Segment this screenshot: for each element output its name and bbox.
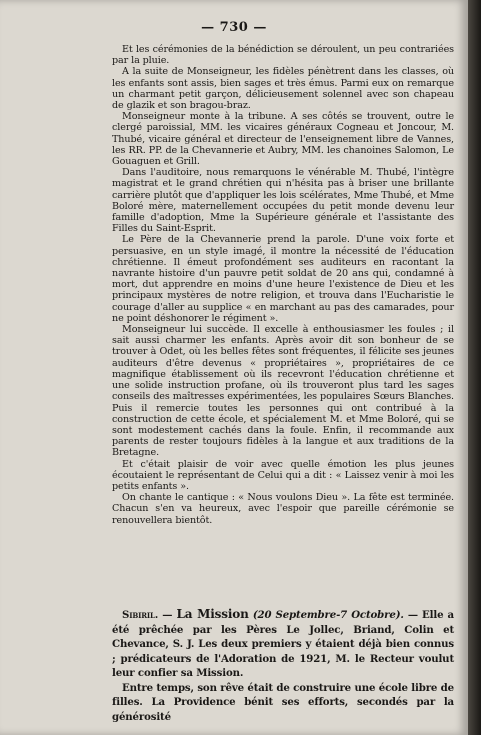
paragraph: Et les cérémonies de la bénédiction se déroulent, un peu contrariées par la pluie.: [112, 44, 454, 67]
paragraph: Et c'était plaisir de voir avec quelle émotion les plus jeunes écoutaient le représentant de Celui qui a dit : « Laissez venir à moi les petits enfants ».: [112, 458, 454, 492]
paragraph: Monseigneur lui succède. Il excelle à enthousiasmer les foules ; il sait aussi charmer les enfants. Après avoir dit son bonheur de se trouver à Odet, où les belles fêtes sont fréquentes, il félicite ses jeunes auditeurs d'être devenus « propriétaires », propriétaires de ce magnifique établissement où ils recevront l'éducation chrétienne et une solide instruction profane, où ils trouveront plus tard les sages conseils des maîtresses expérimentées, les populaires Sœurs Blanches. Puis il remercie toutes les personnes qui ont contribué à la construction de cette école, et spécialement M. et Mme Boloré, qui se sont modestement cachés dans la foule. Enfin, il recommande aux parents de rester toujours fidèles à la langue et aux traditions de la Bretagne.: [112, 324, 454, 459]
mission-section: [112, 607, 454, 724]
paragraph: Le Père de la Chevannerie prend la parole. D'une voix forte et persuasive, en un style imagé, il montre la nécessité de l'éducation chrétienne. Il émeut profondément ses auditeurs en racontant la navrante histoire d'un pauvre petit soldat de 20 ans qui, condamné à mort, dut apprendre en moins d'une heure l'existence de Dieu et les principaux mystères de notre religion, et trouva dans l'Eucharistie le courage d'aller au supplice « en marchant au pas des camarades, pour ne point déshonorer le régiment ».: [112, 234, 454, 324]
paragraph: On chante le cantique : « Nous voulons Dieu ». La fête est terminée. Chacun s'en va heureux, avec l'espoir que pareille cérémonie se renouvellera bientôt.: [112, 492, 454, 526]
article-body: [112, 44, 454, 526]
book-binding-edge: [468, 0, 481, 735]
page-number: — 730 —: [201, 20, 267, 35]
section-dates: (20 Septembre-7 Octobre).: [248, 609, 404, 621]
section-dash: —: [158, 609, 177, 621]
section-title: La Mission: [176, 607, 249, 621]
section-place: Sibiril.: [122, 609, 159, 621]
paragraph: A la suite de Monseigneur, les fidèles pénètrent dans les classes, où les enfants sont assis, bien sages et très émus. Parmi eux on remarque un charmant petit garçon, délicieusement solennel avec son chapeau de glazik et son bragou-braz.: [112, 66, 454, 112]
section-text: — Elle a été prêchée par les Pères Le Jollec, Briand, Colin et Chevance, S. J. Les deux premiers y étaient déjà bien connus ; prédicateurs de l'Adoration de 1921, M. le Recteur voulut leur confier sa Mission.: [112, 609, 454, 679]
section-paragraph: Entre temps, son rêve était de construire une école libre de filles. La Providence bénit ses efforts, secondés par la générosité: [112, 681, 454, 723]
paragraph: Monseigneur monte à la tribune. A ses côtés se trouvent, outre le clergé paroissial, MM. les vicaires généraux Cogneau et Joncour, M. Thubé, vicaire général et directeur de l'enseignement libre de Vannes, les RR. PP. de la Chevannerie et Aubry, MM. les chanoines Salomon, Le Gouaguen et Grill.: [112, 111, 454, 168]
section-paragraph: [112, 607, 454, 681]
paragraph: Dans l'auditoire, nous remarquons le vénérable M. Thubé, l'intègre magistrat et le grand chrétien qui n'hésita pas à briser une brillante carrière plutôt que d'appliquer les lois scélérates, Mme Thubé, et Mme Boloré mère, maternellement occupées du petit monde devenu leur famille d'adoption, Mme la Supérieure générale et l'assistante des Filles du Saint-Esprit.: [112, 167, 454, 235]
